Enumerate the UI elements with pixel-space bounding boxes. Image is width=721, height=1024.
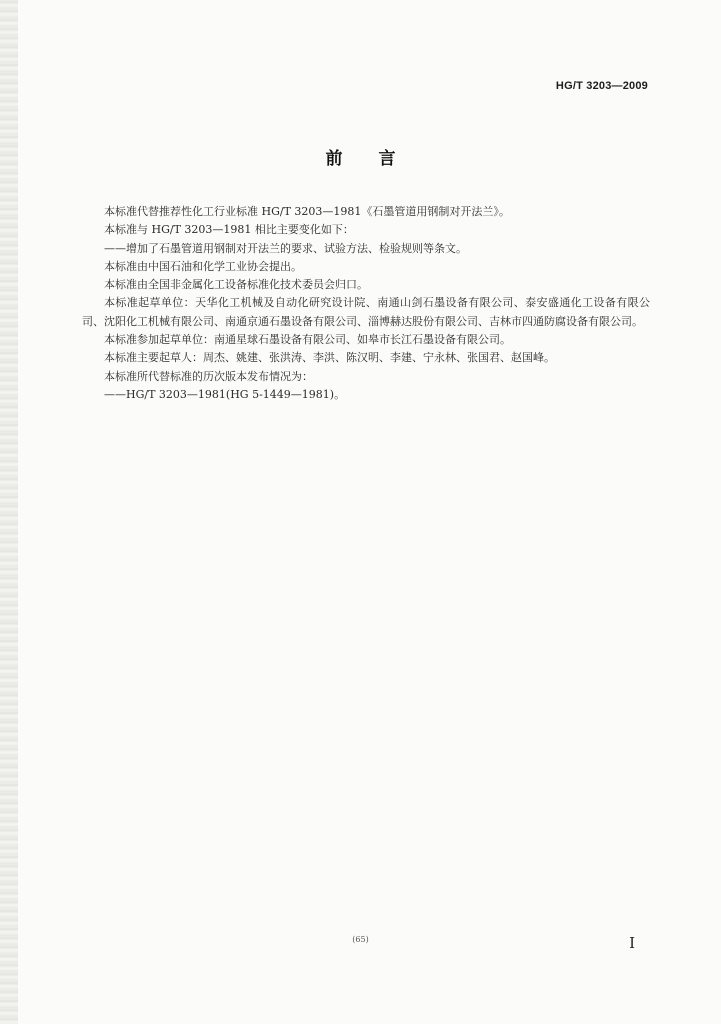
paragraph: 本标准参加起草单位：南通星球石墨设备有限公司、如皋市长江石墨设备有限公司。 bbox=[104, 333, 511, 347]
foreword-body bbox=[82, 203, 650, 404]
paragraph: ——HG/T 3203—1981(HG 5-1449—1981)。 bbox=[104, 387, 346, 401]
page-number-roman: I bbox=[629, 934, 635, 952]
paragraph: 本标准所代替标准的历次版本发布情况为： bbox=[104, 369, 313, 383]
paragraph: 本标准由全国非金属化工设备标准化技术委员会归口。 bbox=[104, 278, 368, 292]
paragraph: 本标准与 HG/T 3203—1981 相比主要变化如下： bbox=[104, 223, 354, 237]
paragraph: 本标准起草单位：天华化工机械及自动化研究设计院、南通山剑石墨设备有限公司、泰安盛通化工设备有限公司、沈阳化工机械有限公司、南通京通石墨设备有限公司、淄博赫达股份有限公司、吉林市四通防腐设备有限公司。 bbox=[82, 296, 650, 328]
paragraph: 本标准由中国石油和化学工业协会提出。 bbox=[104, 259, 302, 273]
paragraph: 本标准主要起草人：周杰、姚建、张洪涛、李洪、陈汉明、李建、宁永林、张国君、赵国峰。 bbox=[104, 351, 555, 365]
paragraph: 本标准代替推荐性化工行业标准 HG/T 3203—1981《石墨管道用钢制对开法兰》。 bbox=[104, 205, 510, 218]
page-title: 前言 bbox=[325, 149, 432, 169]
page-number-center: (65) bbox=[352, 935, 369, 944]
standard-code: HG/T 3203—2009 bbox=[555, 80, 648, 92]
paragraph: ——增加了石墨管道用钢制对开法兰的要求、试验方法、检验规则等条文。 bbox=[104, 241, 467, 255]
